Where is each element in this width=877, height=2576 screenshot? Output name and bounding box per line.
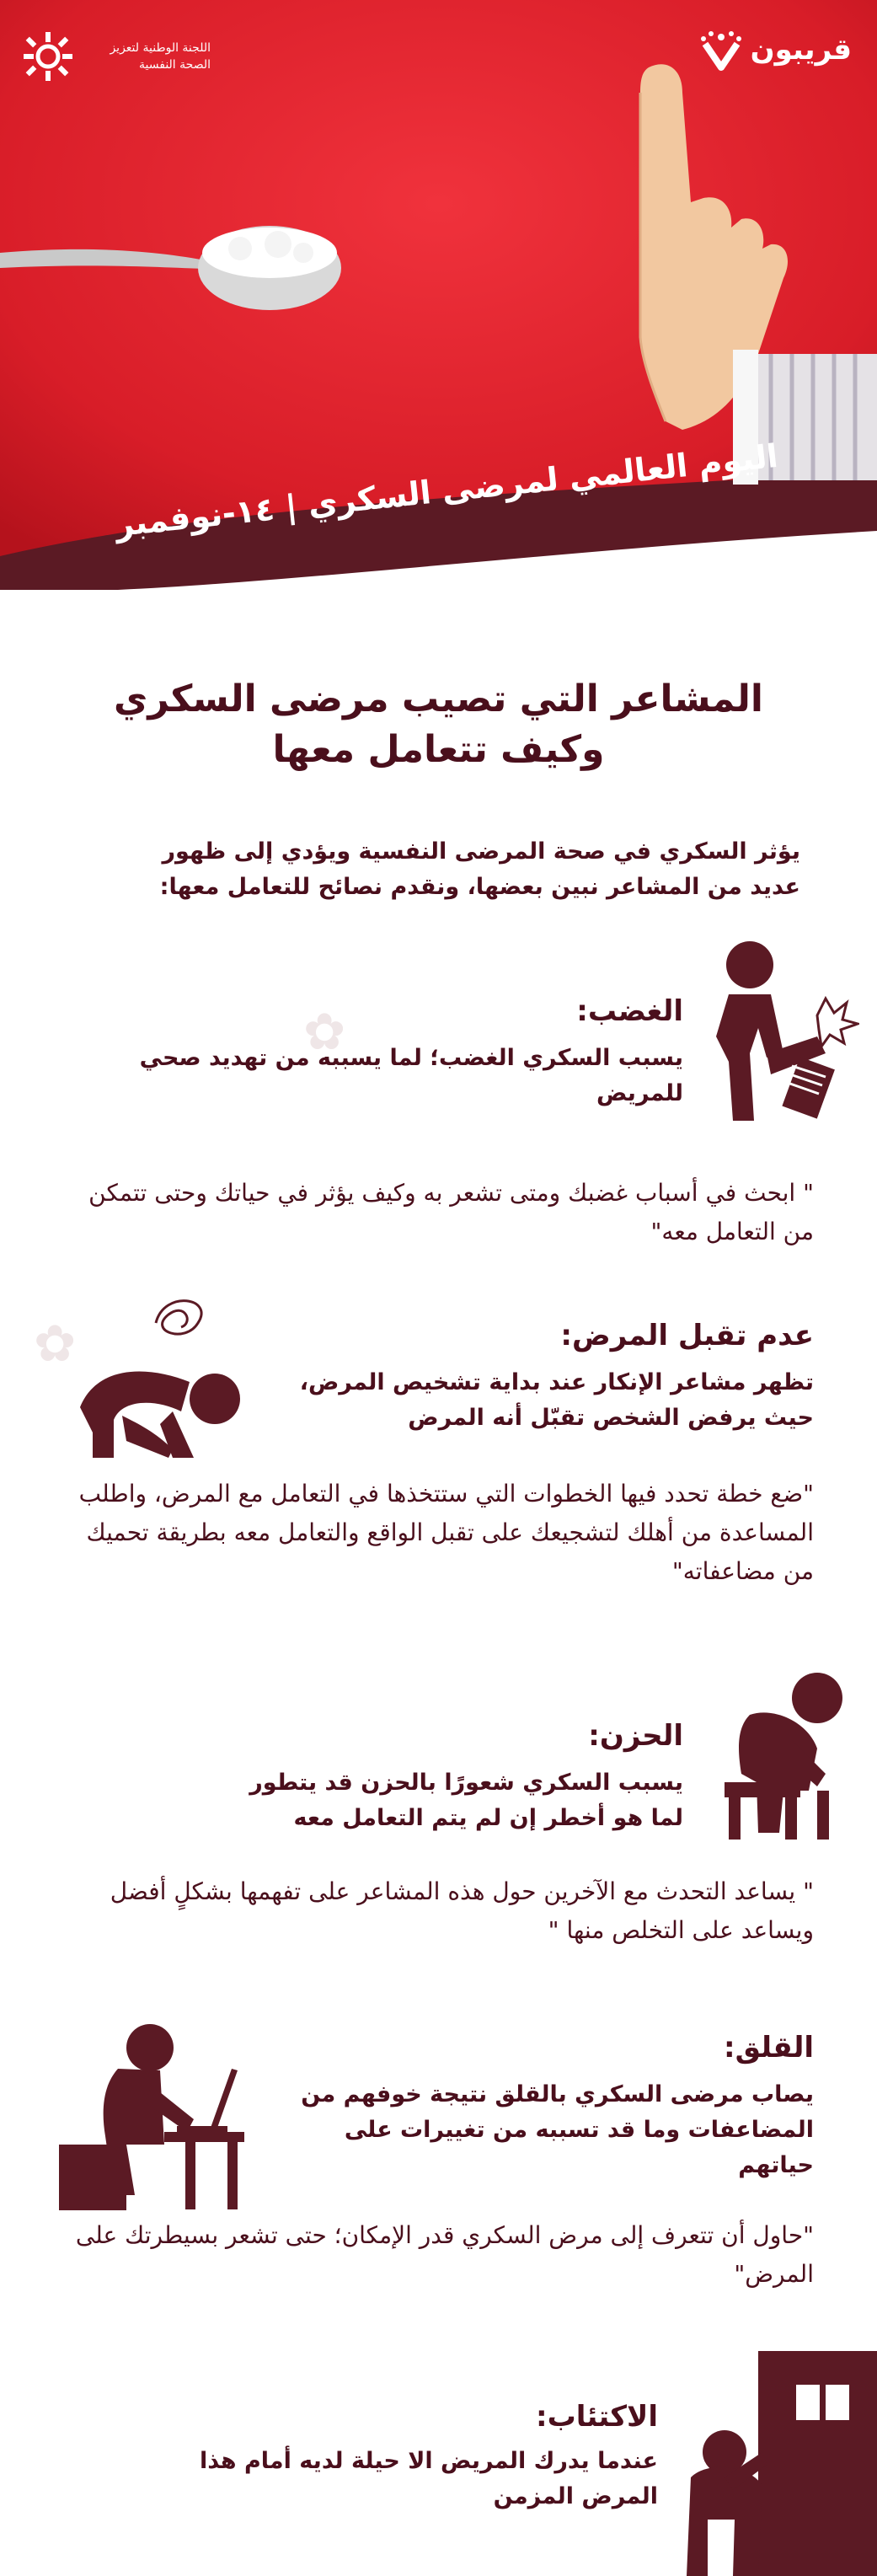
anger-figure-icon [691, 935, 859, 1129]
section-heading-anger: الغضب: [576, 994, 683, 1028]
denial-figure-icon [46, 1272, 249, 1466]
section-heading-denial: عدم تقبل المرض: [560, 1319, 814, 1352]
section-heading-sadness: الحزن: [588, 1719, 683, 1753]
header-hero [0, 0, 877, 590]
watermark: ✿ [303, 1003, 346, 1062]
section-tip-anxiety: "حاول أن تتعرف إلى مرض السكري قدر الإمكان؛ حتى تشعر بسيطرتك على المرض" [75, 2221, 814, 2288]
section-desc-depression: عندما يدرك المريض الا حيلة لديه أمام هذا المرض المزمن [200, 2448, 658, 2509]
page-title-line2: وكيف تتعامل معها [272, 728, 605, 771]
section-heading-depression: الاكتئاب: [535, 2400, 658, 2434]
intro-text: يؤثر السكري في صحة المرضى النفسية ويؤدي إلى ظهور عديد من المشاعر نبين بعضها، ونقدم نصائح للتعامل معها: [159, 838, 800, 900]
brand-logo [697, 25, 852, 74]
qareeboon-logo-icon [697, 25, 746, 74]
brand-logo-text: قريبون [750, 33, 852, 67]
world-diabetes-day-banner: اليوم العالمي لمرضى السكري | ١٤-نوفمبر [113, 436, 780, 544]
section-desc-sadness: يسبب السكري شعورًا بالحزن قد يتطور لما هو أخطر إن لم يتم التعامل معه [249, 1770, 683, 1831]
section-tip-sadness: " يساعد التحدث مع الآخرين حول هذه المشاعر على تفهمها بشكلٍ أفضل ويساعد على التخلص منها " [110, 1877, 814, 1944]
committee-logo [22, 30, 211, 83]
sad-figure-icon [691, 1664, 859, 1841]
page-title [51, 674, 826, 775]
section-heading-anxiety: القلق: [723, 2031, 814, 2065]
section-tip-anger: " ابحث في أسباب غضبك ومتى تشعر به وكيف يؤثر في حياتك وحتى تتمكن من التعامل معه" [88, 1179, 814, 1245]
depressed-figure-icon [674, 2351, 877, 2576]
section-desc-anxiety: يصاب مرضى السكري بالقلق نتيجة خوفهم من المضاعفات وما قد تسببه من تغييرات على حياتهم [301, 2081, 814, 2178]
section-desc-denial: تظهر مشاعر الإنكار عند بداية تشخيص المرض، حيث يرفض الشخص تقبّل أنه المرض [299, 1369, 814, 1431]
committee-star-icon [22, 30, 74, 83]
committee-name: اللجنة الوطنية لتعزيز الصحة النفسية [110, 41, 211, 72]
section-tip-denial: "ضع خطة تحدد فيها الخطوات التي ستتخذها في التعامل مع المرض، واطلب المساعدة من أهلك لتشجيعك على تقبل الواقع والتعامل معه بطريقة تحميك من مضاعفاته" [78, 1480, 814, 1585]
anxious-figure-icon [51, 2018, 253, 2212]
watermark: ✿ [34, 1315, 77, 1374]
page-title-line1: المشاعر التي تصيب مرضى السكري [114, 677, 763, 720]
section-desc-anger: يسبب السكري الغضب؛ لما يسببه من تهديد صحي للمريض [139, 1045, 683, 1106]
